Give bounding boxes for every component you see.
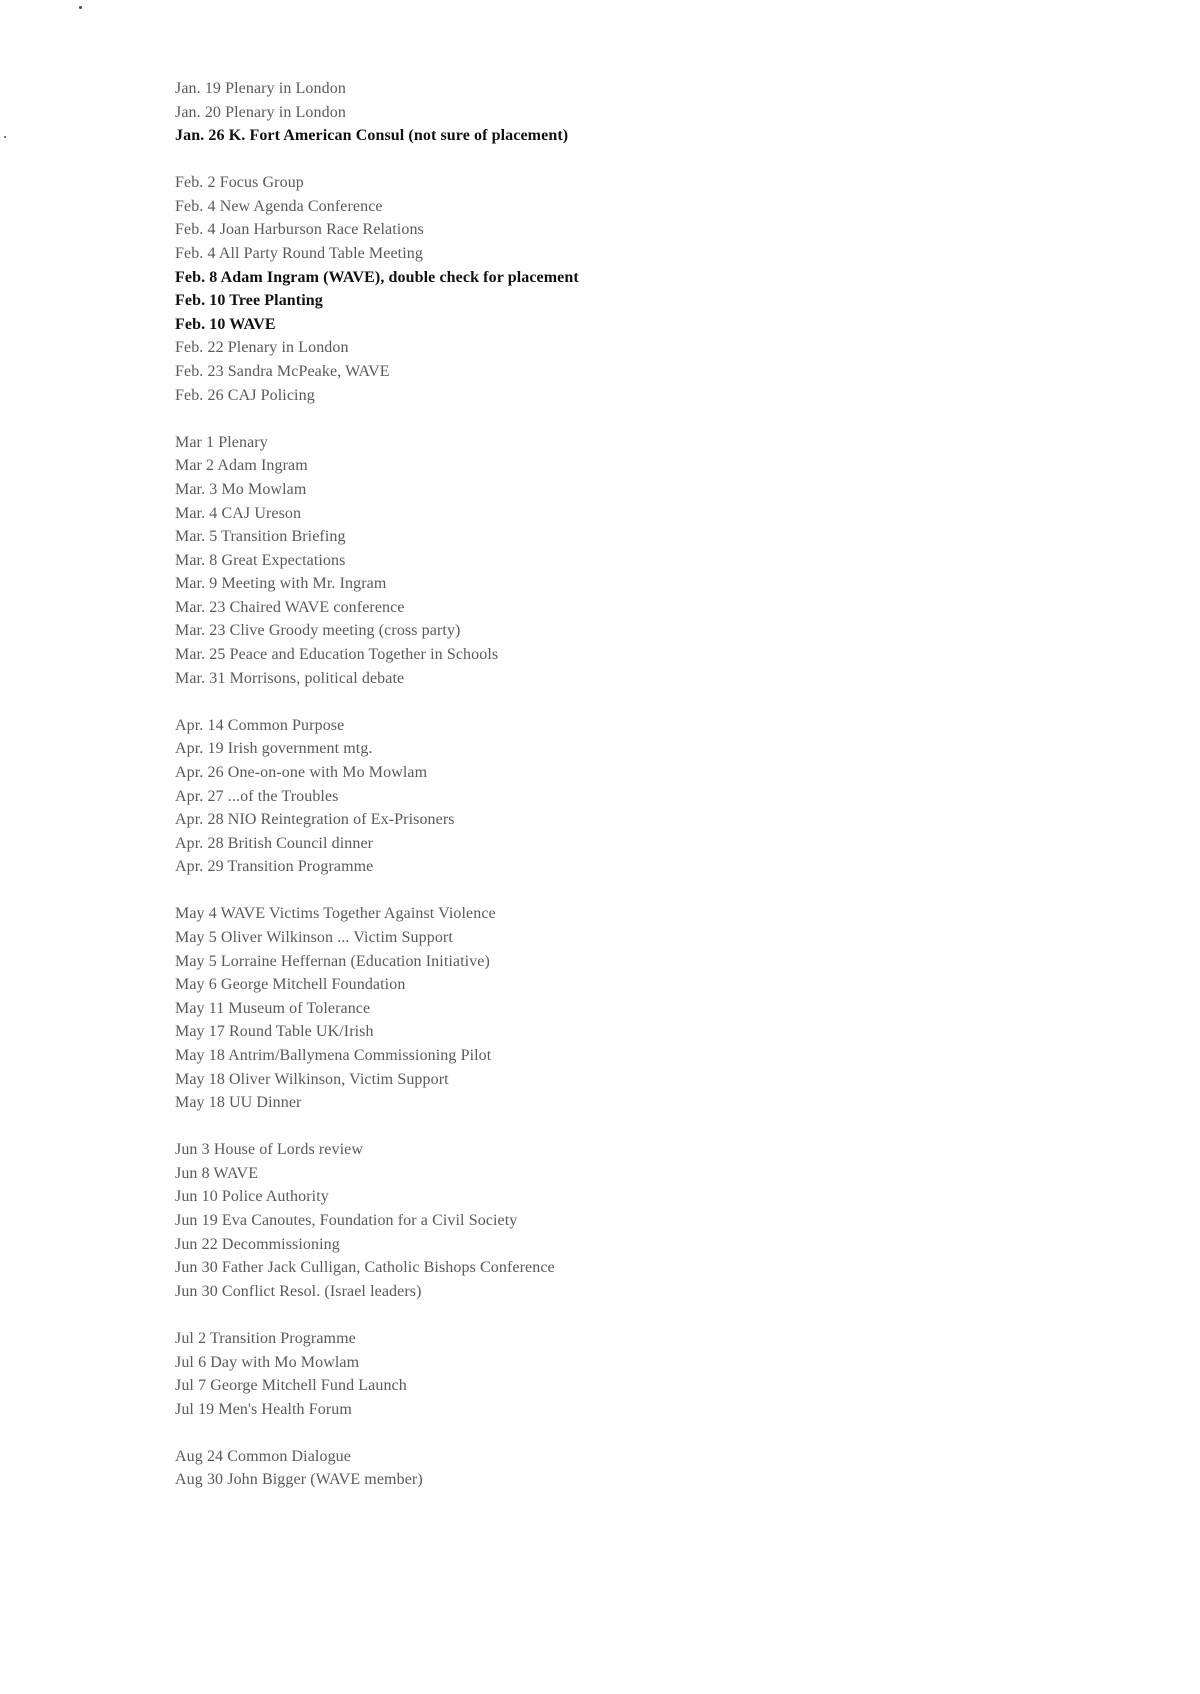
schedule-entry: Apr. 19 Irish government mtg. [175,740,373,758]
schedule-entry: Jul 19 Men's Health Forum [175,1400,352,1418]
schedule-entry: Mar. 25 Peace and Education Together in Schools [175,646,499,664]
schedule-entry: Feb. 4 Joan Harburson Race Relations [175,221,424,239]
schedule-entry: Apr. 29 Transition Programme [175,858,374,876]
scan-speck [79,6,82,9]
schedule-entry: Mar. 23 Clive Groody meeting (cross party) [175,622,461,640]
schedule-entry: May 18 Antrim/Ballymena Commissioning Pilot [175,1046,492,1064]
schedule-entry: Jun 3 House of Lords review [175,1141,363,1159]
month-group-mar [175,431,1075,691]
schedule-entry: Jan. 19 Plenary in London [175,80,346,97]
schedule-entry: Mar. 4 CAJ Ureson [175,504,302,522]
schedule-entry: Jun 10 Police Authority [175,1188,329,1206]
schedule-entry: Jun 30 Father Jack Culligan, Catholic Bishops Conference [175,1259,555,1277]
schedule-entry: Apr. 14 Common Purpose [175,716,345,734]
month-group-jan [175,77,1075,148]
schedule-entry: Mar. 5 Transition Briefing [175,528,346,546]
schedule-entry: Feb. 23 Sandra McPeake, WAVE [175,363,390,381]
schedule-list [175,77,1075,1515]
month-group-feb [175,171,1075,407]
schedule-entry: Apr. 28 NIO Reintegration of Ex-Prisoners [175,811,455,829]
schedule-entry: Apr. 28 British Council dinner [175,834,374,852]
month-group-jul [175,1327,1075,1421]
schedule-entry: May 5 Oliver Wilkinson ... Victim Support [175,929,453,946]
month-group-apr [175,714,1075,879]
schedule-entry: Aug 24 Common Dialogue [175,1447,351,1465]
schedule-entry: Aug 30 John Bigger (WAVE member) [175,1471,423,1489]
schedule-entry: May 6 George Mitchell Foundation [175,976,406,994]
schedule-entry: Jun 22 Decommissioning [175,1235,340,1253]
schedule-entry: Mar 1 Plenary [175,433,268,451]
schedule-entry: Mar. 31 Morrisons, political debate [175,669,405,687]
schedule-entry: May 17 Round Table UK/Irish [175,1023,374,1041]
schedule-entry: Apr. 27 ...of the Troubles [175,787,339,805]
schedule-entry: May 18 Oliver Wilkinson, Victim Support [175,1070,449,1088]
schedule-entry: Feb. 4 New Agenda Conference [175,197,383,215]
schedule-entry: Feb. 8 Adam Ingram (WAVE), double check for placement [175,268,579,286]
schedule-entry: Jun 8 WAVE [175,1164,259,1182]
month-group-may [175,902,1075,1114]
schedule-entry: Mar. 23 Chaired WAVE conference [175,598,405,616]
month-group-jun [175,1138,1075,1303]
schedule-entry: May 18 UU Dinner [175,1094,302,1112]
schedule-entry: Mar. 9 Meeting with Mr. Ingram [175,575,387,593]
schedule-entry: Feb. 22 Plenary in London [175,339,349,357]
schedule-entry: Jul 6 Day with Mo Mowlam [175,1353,360,1371]
schedule-entry: Feb. 2 Focus Group [175,174,304,192]
schedule-entry: May 5 Lorraine Heffernan (Education Initiative) [175,952,490,970]
schedule-entry: Feb. 4 All Party Round Table Meeting [175,245,423,263]
schedule-entry: Jul 7 George Mitchell Fund Launch [175,1377,407,1395]
schedule-entry: Feb. 26 CAJ Policing [175,386,315,404]
schedule-entry: Mar. 8 Great Expectations [175,551,346,569]
schedule-entry: Feb. 10 Tree Planting [175,292,323,310]
schedule-entry: Apr. 26 One-on-one with Mo Mowlam [175,763,428,781]
schedule-entry: May 11 Museum of Tolerance [175,999,371,1017]
schedule-entry: Jul 2 Transition Programme [175,1329,356,1347]
schedule-entry: Jun 30 Conflict Resol. (Israel leaders) [175,1282,422,1300]
schedule-entry: Mar 2 Adam Ingram [175,457,308,475]
schedule-entry: Feb. 10 WAVE [175,315,276,333]
schedule-entry: Jan. 20 Plenary in London [175,103,346,121]
schedule-entry: May 4 WAVE Victims Together Against Violence [175,905,496,923]
schedule-entry: Jan. 26 K. Fort American Consul (not sure of placement) [175,127,569,145]
month-group-aug [175,1445,1075,1492]
schedule-entry: Mar. 3 Mo Mowlam [175,480,307,498]
scan-speck [4,136,6,138]
schedule-entry: Jun 19 Eva Canoutes, Foundation for a Civil Society [175,1212,518,1230]
